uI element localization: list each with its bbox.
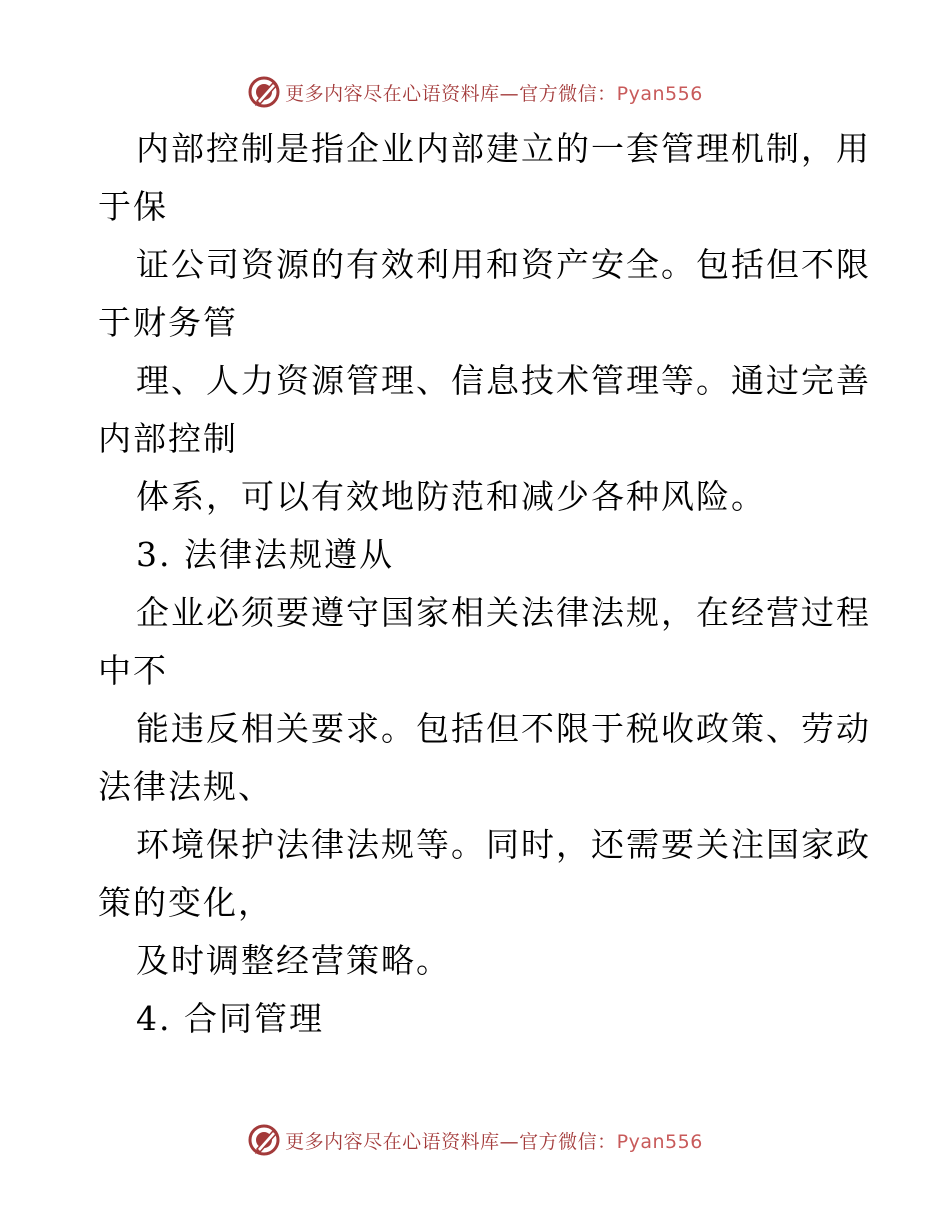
wechat-id: Pyan556 [616,82,703,105]
section-heading: 3. 法律法规遵从 [136,535,394,574]
text-line: 证公司资源的有效利用和资产安全。包括但不限 [136,245,871,284]
footer-watermark [0,1120,950,1160]
text-line: 法律法规、 [98,767,273,806]
wechat-id: Pyan556 [616,1130,703,1153]
text-line: 及时调整经营策略。 [136,941,451,980]
text-line: 体系，可以有效地防范和减少各种风险。 [136,477,766,516]
pen-logo-icon [247,1123,281,1157]
text-line: 企业必须要遵守国家相关法律法规，在经营过程 [136,593,871,632]
watermark-text: 更多内容尽在心语资料库—官方微信：Pyan556 [285,82,703,105]
text-line: 理、人力资源管理、信息技术管理等。通过完善 [136,361,871,400]
text-line: 中不 [98,651,168,690]
pen-logo-icon [247,75,281,109]
text-line: 策的变化， [98,883,273,922]
section-heading: 4. 合同管理 [136,999,324,1038]
text-line: 于财务管 [98,303,238,342]
text-line: 环境保护法律法规等。同时，还需要关注国家政 [136,825,871,864]
text-line: 于保 [98,187,168,226]
header-watermark [0,72,950,112]
watermark-text: 更多内容尽在心语资料库—官方微信：Pyan556 [285,1130,703,1153]
text-line: 内部控制 [98,419,238,458]
text-line: 能违反相关要求。包括但不限于税收政策、劳动 [136,709,871,748]
text-line: 内部控制是指企业内部建立的一套管理机制，用 [136,129,871,168]
document-body [98,120,871,1048]
